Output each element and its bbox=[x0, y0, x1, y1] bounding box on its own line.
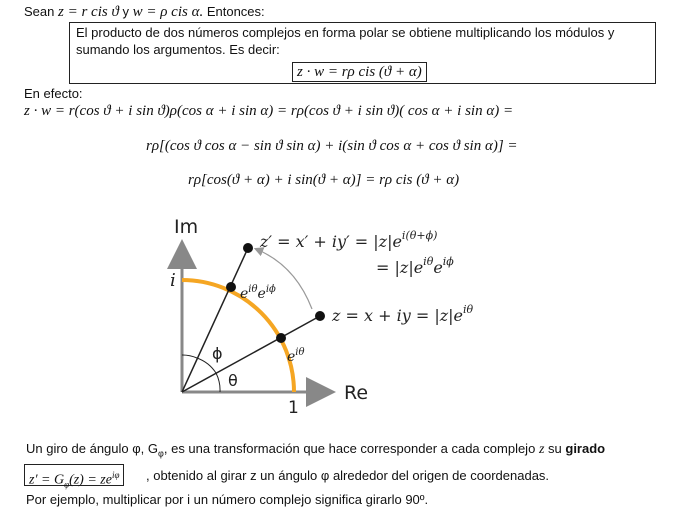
footer-line-3: Por ejemplo, multiplicar por i un número complejo significa girarlo 90º. bbox=[26, 492, 429, 507]
proof-heading: En efecto: bbox=[24, 86, 83, 101]
footer-formula-sup: iφ bbox=[111, 470, 120, 480]
footer-formula bbox=[24, 464, 124, 490]
angle-phi-arc bbox=[182, 355, 197, 358]
angle-theta-arc bbox=[216, 373, 220, 392]
footer-line-1-post: , es una transformación que hace corresponder a cada complejo bbox=[163, 441, 536, 456]
footer-line-1-z: z bbox=[538, 442, 545, 457]
footer-line-2: , obtenido al girar z un ángulo φ alrededor del origen de coordenadas. bbox=[146, 468, 550, 483]
z-equation: z = x + iy = $|z|e^{i\theta}$ bbox=[332, 303, 474, 325]
e-theta-label: $e^{i\theta}$ bbox=[287, 347, 305, 365]
i-label: i bbox=[170, 270, 176, 291]
re-label: Re bbox=[344, 382, 369, 404]
footer-line-1-bold: girado bbox=[565, 441, 606, 456]
footer-formula-rest: (z) = ze bbox=[69, 472, 112, 488]
point-z-prime bbox=[243, 243, 253, 253]
intro-line bbox=[24, 4, 265, 21]
intro-z-def: z = r cis ϑ bbox=[58, 4, 119, 20]
theta-label: θ bbox=[228, 371, 238, 390]
intro-y: y bbox=[122, 4, 129, 19]
footer-formula-main: z′ = G bbox=[29, 472, 65, 488]
proof-equation-3: rρ[cos(ϑ + α) + i sin(ϑ + α)] = rρ cis (ϑ + α) bbox=[188, 172, 460, 188]
footer-formula-sub: φ bbox=[64, 479, 70, 490]
intro-entonces: Entonces: bbox=[206, 4, 265, 19]
footer-line-1-pre: Un giro de ángulo φ, G bbox=[26, 441, 159, 456]
ray-z-prime bbox=[182, 248, 248, 392]
rotation-diagram bbox=[160, 205, 540, 420]
point-z bbox=[315, 311, 325, 321]
im-label: Im bbox=[174, 216, 199, 238]
intro-sea: Sean bbox=[24, 4, 55, 19]
phi-label: ϕ bbox=[212, 344, 223, 363]
point-e-theta-e-phi bbox=[226, 282, 236, 292]
footer-line-1-su: su bbox=[548, 441, 562, 456]
definition-formula: z · w = rρ cis (ϑ + α) bbox=[292, 62, 427, 82]
proof-equation-2: rρ[(cos ϑ cos α − sin ϑ sin α) + i(sin ϑ cos α + cos ϑ sin α)] = bbox=[146, 138, 518, 154]
one-label: 1 bbox=[288, 398, 299, 418]
intro-w-def: w = ρ cis α. bbox=[132, 4, 204, 20]
z-prime-equation-2: = $|z|e^{i\theta}e^{i\phi}$ bbox=[376, 255, 454, 277]
definition-line-2: sumando los argumentos. Es decir: bbox=[76, 42, 280, 57]
z-prime-equation: $z' = x' + iy' = |z|e^{i(\theta+\phi)}$ bbox=[260, 229, 438, 251]
definition-line-1: El producto de dos números complejos en forma polar se obtiene multiplicando los módulos y bbox=[76, 25, 615, 40]
footer-line-1 bbox=[26, 441, 605, 459]
footer-line-1-sub: φ bbox=[158, 448, 164, 459]
proof-equation-1: z · w = r(cos ϑ + i sin ϑ)ρ(cos α + i sin α) = rρ(cos ϑ + i sin ϑ)( cos α + i sin α) = bbox=[24, 103, 514, 119]
e-theta-e-phi-label: $e^{i\theta}e^{i\phi}$ bbox=[240, 284, 276, 302]
point-e-theta bbox=[276, 333, 286, 343]
